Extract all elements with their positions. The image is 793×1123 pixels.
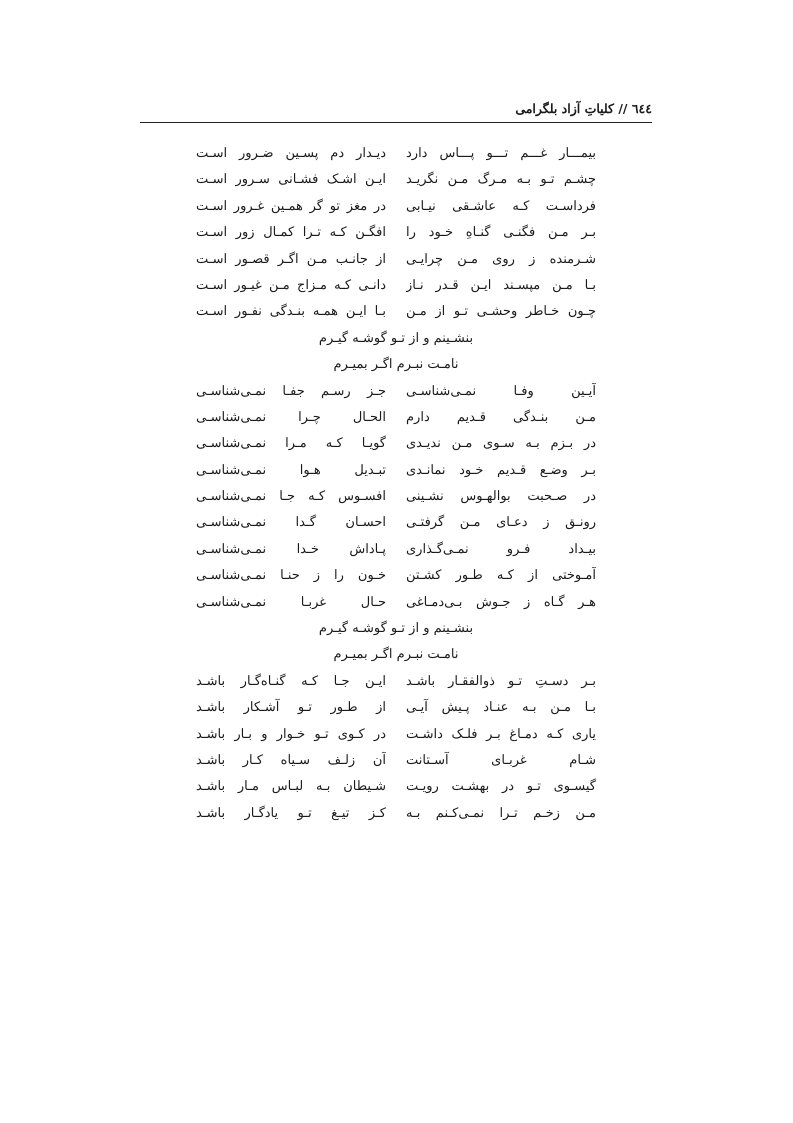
first-hemistich: بـا مـن مپسـند ایـن قـدر نـاز <box>406 277 596 293</box>
second-hemistich: افسـوس کـه جـا نمـی‌شناسـی <box>196 489 386 505</box>
couplet <box>196 379 596 405</box>
second-hemistich: جـز رسـم جفـا نمـی‌شناسـی <box>196 383 386 399</box>
couplet <box>196 167 596 193</box>
second-hemistich: احسـان گـدا نمـی‌شناسـی <box>196 515 386 531</box>
couplet <box>196 299 596 325</box>
first-hemistich: بیـداد فـرو نمـی‌گـذاری <box>406 541 596 557</box>
second-hemistich: بـا ایـن همـه بنـدگی نفـور اسـت <box>196 304 386 320</box>
couplet <box>196 194 596 220</box>
couplet <box>196 669 596 695</box>
second-hemistich: کـز تیـغ تـو یادگـار باشـد <box>196 805 386 821</box>
first-hemistich: بـر مـن فگنـی گنـاهِ خـود را <box>406 225 596 241</box>
first-hemistich: مـن بنـدگی قـدیم دارم <box>406 409 596 425</box>
second-hemistich: افگـن کـه تـرا کمـال زور اسـت <box>196 225 386 241</box>
first-hemistich: چـون خـاطر وحشـی تـو از مـن <box>406 304 596 320</box>
second-hemistich: آن زلـف سـیاه کـار باشـد <box>196 752 386 768</box>
couplet <box>196 458 596 484</box>
refrain-line: بنشـینم و از تـو گوشـه گیـرم <box>318 621 474 637</box>
second-hemistich: الحـال چـرا نمـی‌شناسـی <box>196 409 386 425</box>
poem-body <box>196 141 596 827</box>
couplet <box>196 722 596 748</box>
first-hemistich: مـن زخـم تـرا نمـی‌کـنم بـه <box>406 805 596 821</box>
second-hemistich: دانـی کـه مـزاج مـن غیـور اسـت <box>196 277 386 293</box>
first-hemistich: شـرمنده ز روی مـن چرایـی <box>406 251 596 267</box>
couplet <box>196 590 596 616</box>
first-hemistich: بیمـــار غـــم تـــو پـــاس دارد <box>406 146 596 161</box>
first-hemistich: بـر وضـع قـدیم خـود نمانـدی <box>406 462 596 478</box>
couplet <box>196 695 596 721</box>
second-hemistich: در کـوی تـو خـوار و بـار باشـد <box>196 726 386 742</box>
couplet <box>196 563 596 589</box>
second-hemistich: پـاداش خـدا نمـی‌شناسـی <box>196 541 386 557</box>
second-hemistich: خـون را ز حنـا نمـی‌شناسـی <box>196 568 386 584</box>
couplet <box>196 537 596 563</box>
first-hemistich: یاری کـه دمـاغ بـر فلـک داشـت <box>406 726 596 742</box>
first-hemistich: هـر گـاه ز جـوش بـی‌دمـاغی <box>406 594 596 610</box>
refrain-line: نامـت نبـرم اگـر بمیـرم <box>333 647 459 663</box>
couplet <box>196 141 596 167</box>
first-hemistich: رونـق ز دعـای مـن گرفتـی <box>406 515 596 531</box>
second-hemistich: در مغز تو گر همـین غـرور اسـت <box>196 198 386 214</box>
second-hemistich: دیـدار دم پسـین ضـرور اسـت <box>196 146 386 161</box>
couplet <box>196 510 596 536</box>
couplet <box>196 774 596 800</box>
page-header <box>140 98 652 123</box>
first-hemistich: شـام غربـای آسـتانت <box>406 752 596 768</box>
second-hemistich: تبـدیل هـوا نمـی‌شناسـی <box>196 462 386 478</box>
second-hemistich: ایـن اشـک فشـانی سـرور اسـت <box>196 172 386 188</box>
first-hemistich: در صـحبت بوالهـوس نشـینی <box>406 489 596 505</box>
second-hemistich: گویـا کـه مـرا نمـی‌شناسـی <box>196 436 386 452</box>
couplet <box>196 405 596 431</box>
first-hemistich: گیسـوی تـو در بهشـت رویـت <box>406 779 596 795</box>
couplet <box>196 247 596 273</box>
page-header-text: ٦٤٤ // کلیاتِ آزاد بلگرامی <box>515 101 652 116</box>
first-hemistich: در بـزم بـه سـوی مـن ندیـدی <box>406 436 596 452</box>
first-hemistich: آیـین وفـا نمـی‌شناسـی <box>406 383 596 399</box>
couplet <box>196 748 596 774</box>
couplet <box>196 484 596 510</box>
couplet <box>196 220 596 246</box>
second-hemistich: از جانـب مـن اگـر قصـور اسـت <box>196 251 386 267</box>
second-hemistich: شـیطان بـه لبـاس مـار باشـد <box>196 779 386 795</box>
first-hemistich: بـا مـن بـه عنـاد پـیش آیـی <box>406 700 596 716</box>
couplet <box>196 273 596 299</box>
first-hemistich: آمـوختی از کـه طـور کشـتن <box>406 568 596 584</box>
second-hemistich: حـال غربـا نمـی‌شناسـی <box>196 594 386 610</box>
second-hemistich: از طـور تـو آشـکار باشـد <box>196 700 386 716</box>
first-hemistich: بـر دسـتِ تـو ذوالفقـار باشـد <box>406 673 596 689</box>
refrain-line: بنشـینم و از تـو گوشـه گیـرم <box>318 330 474 346</box>
first-hemistich: چشـم تـو بـه مـرگ مـن نگریـد <box>406 172 596 188</box>
first-hemistich: فرداسـت کـه عاشـقی نیـابی <box>406 198 596 214</box>
couplet <box>196 431 596 457</box>
couplet <box>196 801 596 827</box>
second-hemistich: ایـن جـا کـه گنـاه‌گـار باشـد <box>196 673 386 689</box>
refrain-line: نامـت نبـرم اگـر بمیـرم <box>333 357 459 373</box>
